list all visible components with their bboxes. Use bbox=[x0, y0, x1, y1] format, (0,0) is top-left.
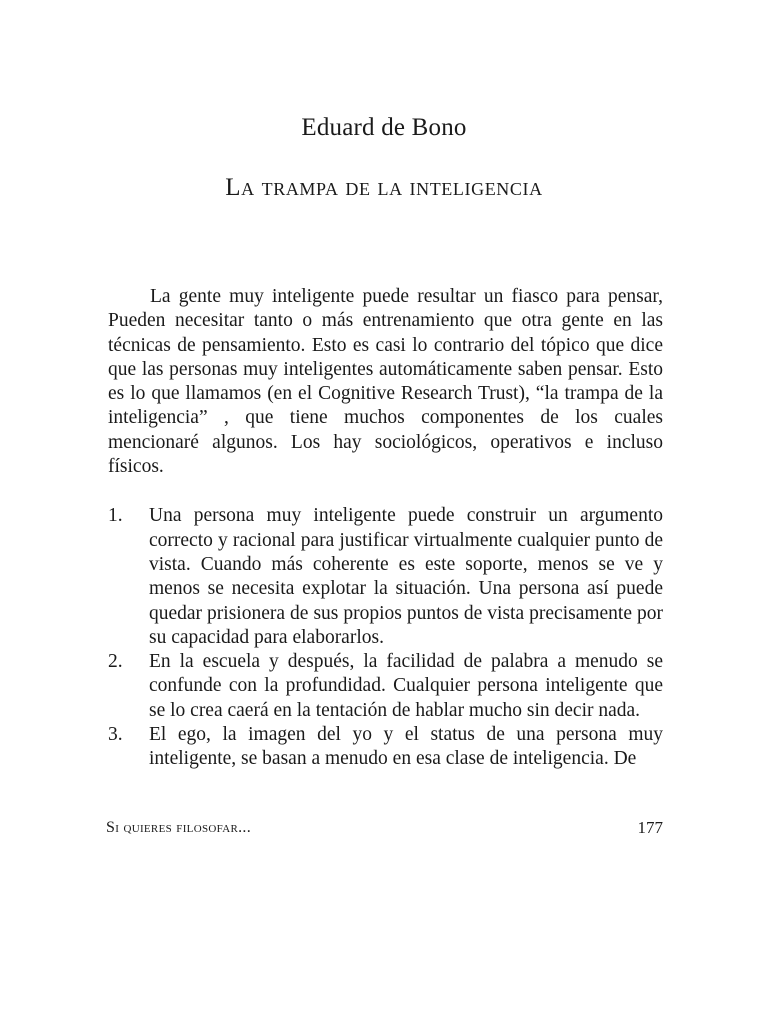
list-item-number: 3. bbox=[108, 724, 123, 746]
running-title: Si quieres filosofar... bbox=[106, 819, 251, 836]
list-item-number: 1. bbox=[108, 505, 123, 527]
list-item-number: 2. bbox=[108, 651, 123, 673]
list-item-text: En la escuela y después, la facilidad de palabra a menudo se confunde con la profundidad. Cualquier persona inteligente que se lo crea caerá en la tentación de hablar mucho sin decir nada. bbox=[149, 651, 663, 721]
list-item bbox=[108, 504, 663, 650]
list-item-text: El ego, la imagen del yo y el status de una persona muy inteligente, se basan a menudo en esa clase de inteligencia. De bbox=[149, 724, 663, 770]
intro-paragraph: La gente muy inteligente puede resultar un fiasco para pensar, Pueden necesitar tanto o más entrenamiento que otra gente en las técnicas de pensamiento. Esto es casi lo contrario del tópico que dice que las personas muy inteligentes automáticamente saben pensar. Esto es lo que llamamos (en el Cognitive Research Trust), “la trampa de la inteligencia” , que tiene muchos componentes de los cuales mencionaré algunos. Los hay sociológicos, operativos e incluso físicos. bbox=[108, 286, 663, 478]
book-title: La trampa de la inteligencia bbox=[225, 174, 543, 201]
list-item bbox=[108, 723, 663, 772]
page-footer bbox=[106, 817, 663, 841]
list-item bbox=[108, 650, 663, 723]
body-text bbox=[108, 285, 663, 772]
page-number: 177 bbox=[637, 818, 663, 837]
author-name: Eduard de Bono bbox=[301, 114, 467, 141]
list-item-text: Una persona muy inteligente puede construir un argumento correcto y racional para justificar virtualmente cualquier punto de vista. Cuando más coherente es este soporte, menos se ve y menos se necesita explotar la situación. Una persona así puede quedar prisionera de sus propios puntos de vista precisamente por su capacidad para elaborarlos. bbox=[149, 505, 663, 648]
numbered-list bbox=[108, 504, 663, 771]
